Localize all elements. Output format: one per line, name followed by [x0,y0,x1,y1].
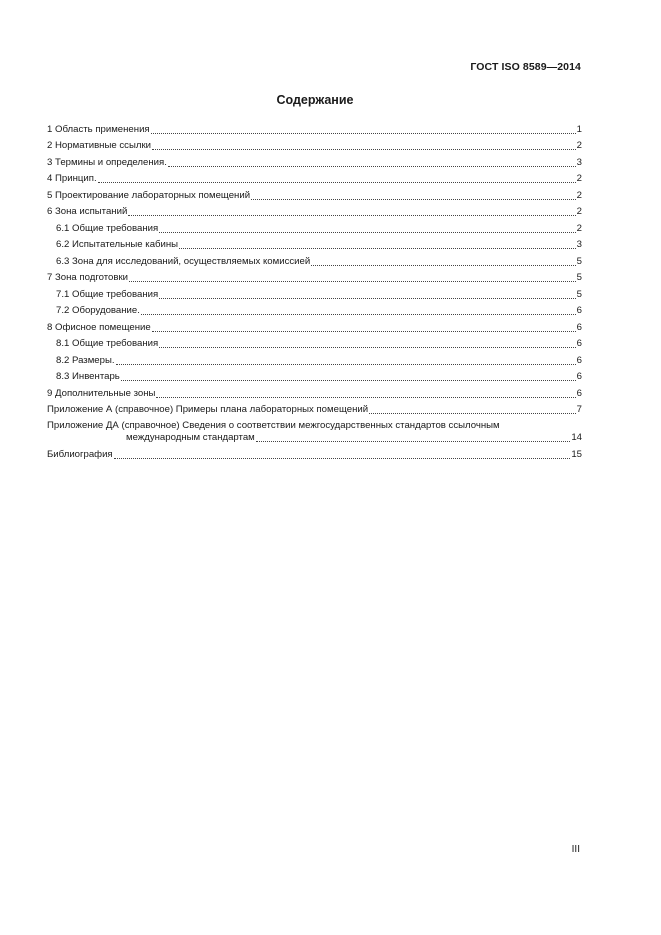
document-code: ГОСТ ISO 8589—2014 [470,61,581,73]
toc-entry[interactable] [47,301,582,318]
toc-leader-dots [152,331,576,332]
toc-entry[interactable] [47,235,582,252]
toc-entry-annex-da[interactable] [47,416,582,444]
toc-entry-label: 7 Зона подготовки [47,272,129,283]
toc-entry-page: 15 [571,448,582,460]
toc-entry-page: 2 [576,140,582,151]
toc-entry[interactable] [47,317,582,334]
toc-entry[interactable] [47,284,582,301]
toc-entry-page: 2 [576,222,582,234]
toc-entry-label: Приложение ДА (справочное) Сведения о соответствии межгосударственных стандартов ссылочным [47,420,500,431]
table-of-contents [47,119,582,461]
toc-leader-dots [168,166,576,167]
toc-entry-page: 1 [576,123,582,135]
toc-entry[interactable] [47,152,582,169]
toc-entry-page: 6 [576,371,582,382]
toc-entry-page: 2 [576,189,582,201]
toc-entry-label-line2: международным стандартам [126,432,255,443]
toc-entry-label: 7.1 Общие требования [56,288,159,300]
toc-entry[interactable] [47,268,582,285]
toc-entry-page: 5 [576,255,582,267]
toc-leader-dots [159,347,575,348]
toc-entry[interactable] [47,400,582,417]
toc-leader-dots [156,397,575,398]
toc-leader-dots [98,182,576,183]
toc-entry-page: 6 [576,321,582,333]
toc-entry-label: 8.3 Инвентарь [56,371,120,382]
toc-entry-page: 3 [576,156,582,168]
toc-leader-dots [159,298,575,299]
toc-entry-label: 3 Термины и определения. [47,156,167,168]
toc-leader-dots [251,199,576,200]
toc-leader-dots [114,458,571,459]
toc-entry-page: 3 [576,239,582,250]
toc-entry-page: 5 [576,272,582,283]
toc-leader-dots [116,364,576,365]
toc-entry[interactable] [47,367,582,384]
toc-entry[interactable] [47,218,582,235]
toc-entry[interactable] [47,185,582,202]
toc-leader-dots [256,441,571,442]
toc-entry-label: 6.3 Зона для исследований, осуществляемых комиссией [56,255,311,267]
toc-entry[interactable] [47,119,582,136]
toc-entry-label: 6.2 Испытательные кабины [56,239,179,250]
toc-entry[interactable] [47,383,582,400]
toc-entry[interactable] [47,334,582,351]
toc-leader-dots [151,133,576,134]
toc-leader-dots [179,248,576,249]
toc-entry-page: 6 [576,387,582,399]
toc-leader-dots [128,215,575,216]
toc-entry-bibliography[interactable] [47,444,582,461]
toc-entry-page: 6 [576,354,582,366]
toc-entry[interactable] [47,136,582,153]
toc-entry[interactable] [47,350,582,367]
toc-leader-dots [311,265,575,266]
toc-entry-page: 6 [576,338,582,349]
toc-entry-label: 6 Зона испытаний [47,206,128,217]
toc-entry-label: Библиография [47,448,113,460]
toc-leader-dots [159,232,575,233]
toc-title: Содержание [276,93,354,107]
toc-entry-label: 8.2 Размеры. [56,354,115,366]
toc-entry-page: 5 [576,288,582,300]
toc-entry-page: 14 [571,432,582,443]
toc-leader-dots [152,149,576,150]
toc-entry-label: 8.1 Общие требования [56,338,159,349]
toc-leader-dots [121,380,576,381]
toc-entry-page: 2 [576,206,582,217]
toc-entry-label: 2 Нормативные ссылки [47,140,152,151]
toc-entry[interactable] [47,202,582,219]
toc-leader-dots [141,314,576,315]
toc-entry[interactable] [47,169,582,186]
toc-entry-label: 4 Принцип. [47,173,97,184]
toc-leader-dots [369,413,576,414]
toc-entry[interactable] [47,251,582,268]
toc-entry-label: 6.1 Общие требования [56,222,159,234]
toc-entry-label: Приложение А (справочное) Примеры плана лабораторных помещений [47,404,369,415]
page-number: III [571,844,580,855]
toc-entry-label: 9 Дополнительные зоны [47,387,156,399]
toc-entry-page: 6 [576,305,582,316]
toc-entry-label: 1 Область применения [47,123,150,135]
toc-entry-page: 7 [576,404,582,415]
toc-entry-page: 2 [576,173,582,184]
toc-entry-label: 7.2 Оборудование. [56,305,140,316]
toc-entry-label: 5 Проектирование лабораторных помещений [47,189,251,201]
toc-leader-dots [129,281,576,282]
toc-entry-label: 8 Офисное помещение [47,321,151,333]
toc-entry-continuation [47,432,582,444]
